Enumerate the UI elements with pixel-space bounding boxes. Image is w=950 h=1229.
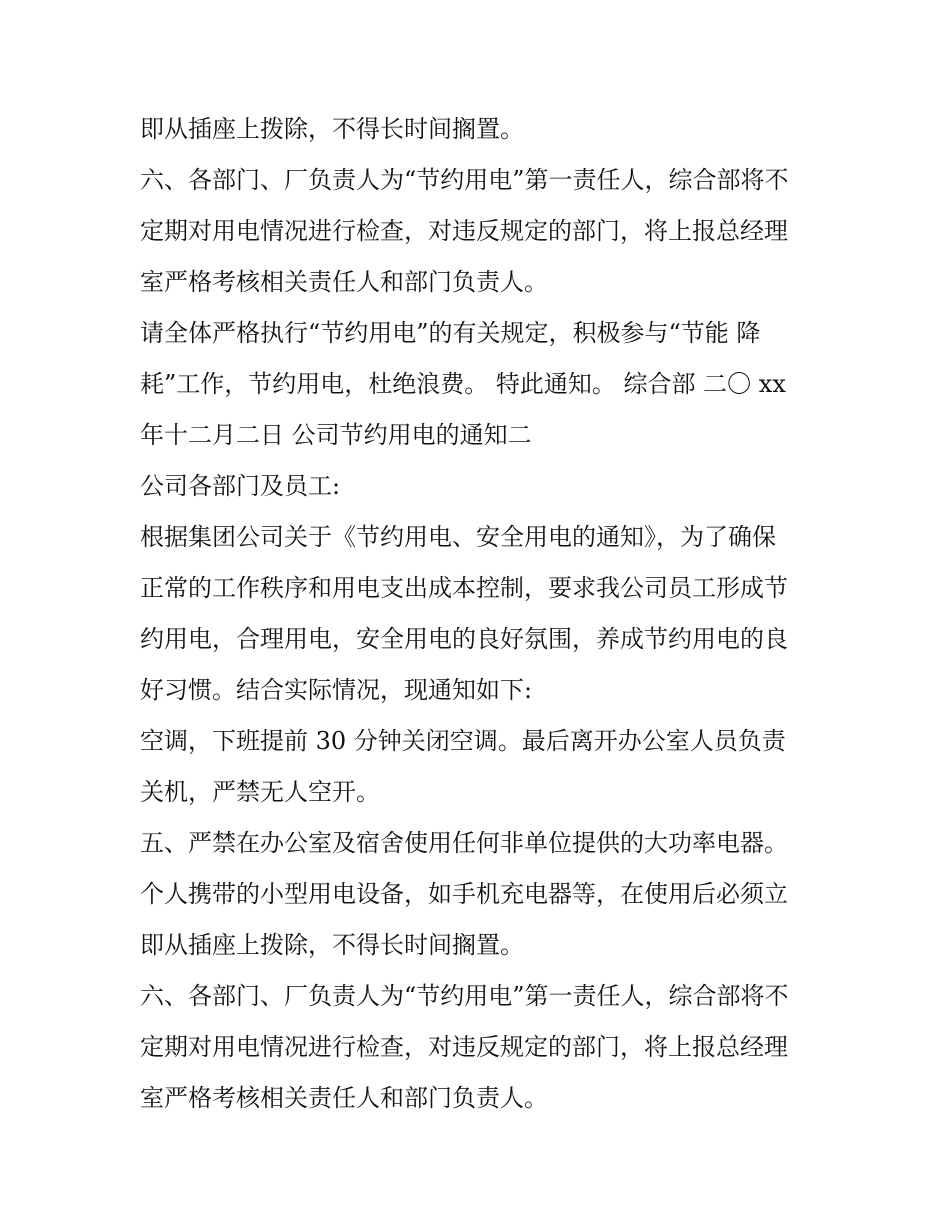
text-line: 关机，严禁无人空开。 bbox=[140, 778, 380, 806]
document-body bbox=[140, 104, 830, 1124]
text-line: 好习惯。结合实际情况，现通知如下: bbox=[140, 676, 533, 704]
text-line: 空调，下班提前 30 分钟关闭空调。最后离开办公室人员负责 bbox=[140, 727, 786, 755]
text-line: 即从插座上拨除，不得长时间搁置。 bbox=[140, 115, 524, 143]
text-line: 约用电，合理用电，安全用电的良好氛围，养成节约用电的良 bbox=[140, 625, 788, 653]
text-line: 定期对用电情况进行检查，对违反规定的部门，将上报总经理 bbox=[140, 217, 788, 245]
text-line: 六、各部门、厂负责人为“节约用电”第一责任人，综合部将不 bbox=[140, 166, 789, 194]
text-line: 个人携带的小型用电设备，如手机充电器等，在使用后必须立 bbox=[140, 880, 788, 908]
text-line: 五、严禁在办公室及宿舍使用任何非单位提供的大功率电器。 bbox=[140, 829, 788, 857]
text-line: 室严格考核相关责任人和部门负责人。 bbox=[140, 1084, 548, 1112]
text-line: 正常的工作秩序和用电支出成本控制，要求我公司员工形成节 bbox=[140, 574, 788, 602]
text-line: 六、各部门、厂负责人为“节约用电”第一责任人，综合部将不 bbox=[140, 982, 789, 1010]
text-line: 室严格考核相关责任人和部门负责人。 bbox=[140, 268, 548, 296]
text-line: 即从插座上拨除，不得长时间搁置。 bbox=[140, 931, 524, 959]
text-line: 公司各部门及员工: bbox=[140, 472, 341, 500]
text-line: 定期对用电情况进行检查，对违反规定的部门，将上报总经理 bbox=[140, 1033, 788, 1061]
text-line: 耗”工作，节约用电，杜绝浪费。 特此通知。 综合部 二〇 xx bbox=[140, 370, 786, 398]
text-line: 请全体严格执行“节约用电”的有关规定，积极参与“节能 降 bbox=[140, 319, 761, 347]
text-line: 根据集团公司关于《节约用电、安全用电的通知》，为了确保 bbox=[140, 523, 776, 551]
text-line: 年十二月二日 公司节约用电的通知二 bbox=[140, 421, 532, 449]
